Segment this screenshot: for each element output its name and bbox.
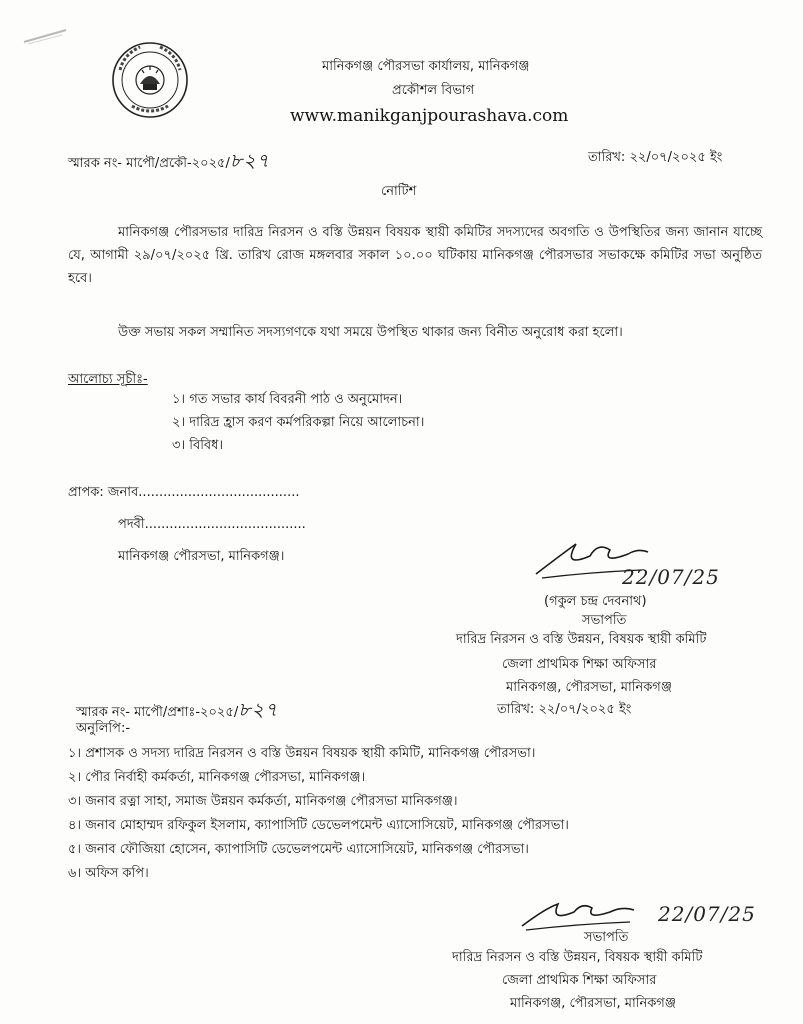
copy-signer-place: মানিকগঞ্জ, পৌরসভা, মানিকগঞ্জ <box>510 996 676 1011</box>
recipient-address: মানিকগঞ্জ পৌরসভা, মানিকগঞ্জ। <box>118 549 285 564</box>
office-name: মানিকগঞ্জ পৌরসভা কার্যালয়, মানিকগঞ্জ <box>322 59 530 74</box>
copy-signer-role: সভাপতি <box>584 930 629 945</box>
municipality-seal <box>110 40 190 120</box>
recipient-designation-line: পদবী....................................... <box>118 517 306 532</box>
notice-body-paragraph: মানিকগঞ্জ পৌরসভার দারিদ্র নিরসন ও বস্তি উন্নয়ন বিষয়ক স্থায়ী কমিটির সদস্যদের অবগতি ও উপস্থিতির জন্য জানান যাচ্ছে যে, আগামী ২৯/০৭/২০২৫ খ্রি. তারিখ রোজ মঙ্গলবার সকাল ১০.০০ ঘটিকায় মানিকগঞ্জ পৌরসভার সভাকক্ষে কমিটির সভা অনুষ্ঠিত হবে। <box>68 225 762 286</box>
agenda-item: ১। গত সভার কার্য বিবরনী পাঠ ও অনুমোদন। <box>172 392 403 407</box>
recipient-name-line: প্রাপক: জনাব....................................... <box>68 485 300 500</box>
copy-item: ২। পৌর নির্বাহী কর্মকর্তা, মানিকগঞ্জ পৌরসভা, মানিকগঞ্জ। <box>68 770 366 785</box>
copy-ref-label: স্মারক নং- মাপৌ/প্রশাঃ-২০২৫/ <box>76 705 239 720</box>
copy-item: ৬। অফিস কপি। <box>68 866 149 881</box>
signer-committee: দারিদ্র নিরসন ও বস্তি উন্নয়ন, বিষয়ক স্থায়ী কমিটি <box>456 632 707 647</box>
signer-role: সভাপতি <box>582 613 627 628</box>
copy-item: ৪। জনাব মোহাম্মদ রফিকুল ইসলাম, ক্যাপাসিটি ডেভেলপমেন্ট এ্যাসোসিয়েট, মানিকগঞ্জ পৌরসভা। <box>68 818 569 833</box>
agenda-title: আলোচ্য সূচীঃ- <box>68 372 148 387</box>
memo-ref-label: স্মারক নং- মাপৌ/প্রকৌ-২০২৫/ <box>68 156 230 171</box>
copy-signer-committee: দারিদ্র নিরসন ও বস্তি উন্নয়ন, বিষয়ক স্থায়ী কমিটি <box>452 950 703 965</box>
memo-reference <box>68 147 270 179</box>
agenda-item: ৩। বিবিধ। <box>172 438 224 453</box>
memo-ref-number: ৮২৭ <box>229 150 270 172</box>
copy-item: ৩। জনাব রত্না সাহা, সমাজ উন্নয়ন কর্মকর্তা, মানিকগঞ্জ পৌরসভা মানিকগঞ্জ। <box>68 794 458 809</box>
agenda-item: ২। দারিদ্র হ্রাস করণ কর্মপরিকল্পা নিয়ে আলোচনা। <box>172 415 425 430</box>
signer-place: মানিকগঞ্জ, পৌরসভা, মানিকগঞ্জ <box>506 680 672 695</box>
website-link[interactable]: www.manikganjpourashava.com <box>290 106 569 126</box>
signature-1-date: 22/07/25 <box>622 565 720 589</box>
copy-item: ১। প্রশাসক ও সদস্য দারিদ্র নিরসন ও বস্তি উন্নয়ন বিষয়ক স্থায়ী কমিটি, মানিকগঞ্জ পৌরসভা। <box>68 746 536 761</box>
memo-date: তারিখ: ২২/০৭/২০২৫ ইং <box>588 150 723 165</box>
copy-title: অনুলিপি:- <box>76 721 131 736</box>
notice-request-paragraph: উক্ত সভায় সকল সম্মানিত সদস্যগণকে যথা সময়ে উপস্থিত থাকার জন্য বিনীত অনুরোধ করা হলো। <box>118 325 623 340</box>
copy-ref-number: ৮২৭ <box>238 699 279 721</box>
notice-title: নোটিশ <box>381 184 417 199</box>
signer-name: (গকুল চন্দ্র দেবনাথ) <box>544 594 647 609</box>
scan-mark <box>22 26 70 46</box>
signature-2-date: 22/07/25 <box>658 902 756 926</box>
department-name: প্রকৌশল বিভাগ <box>392 83 475 98</box>
copy-signer-office: জেলা প্রাথমিক শিক্ষা অফিসার <box>502 973 657 988</box>
signature-1-print-date: তারিখ: ২২/০৭/২০২৫ ইং <box>497 702 632 717</box>
signer-office: জেলা প্রাথমিক শিক্ষা অফিসার <box>502 657 657 672</box>
copy-item: ৫। জনাব ফৌজিয়া হোসেন, ক্যাপাসিটি ডেভেলপমেন্ট এ্যাসোসিয়েট, মানিকগঞ্জ পৌরসভা। <box>68 842 529 857</box>
